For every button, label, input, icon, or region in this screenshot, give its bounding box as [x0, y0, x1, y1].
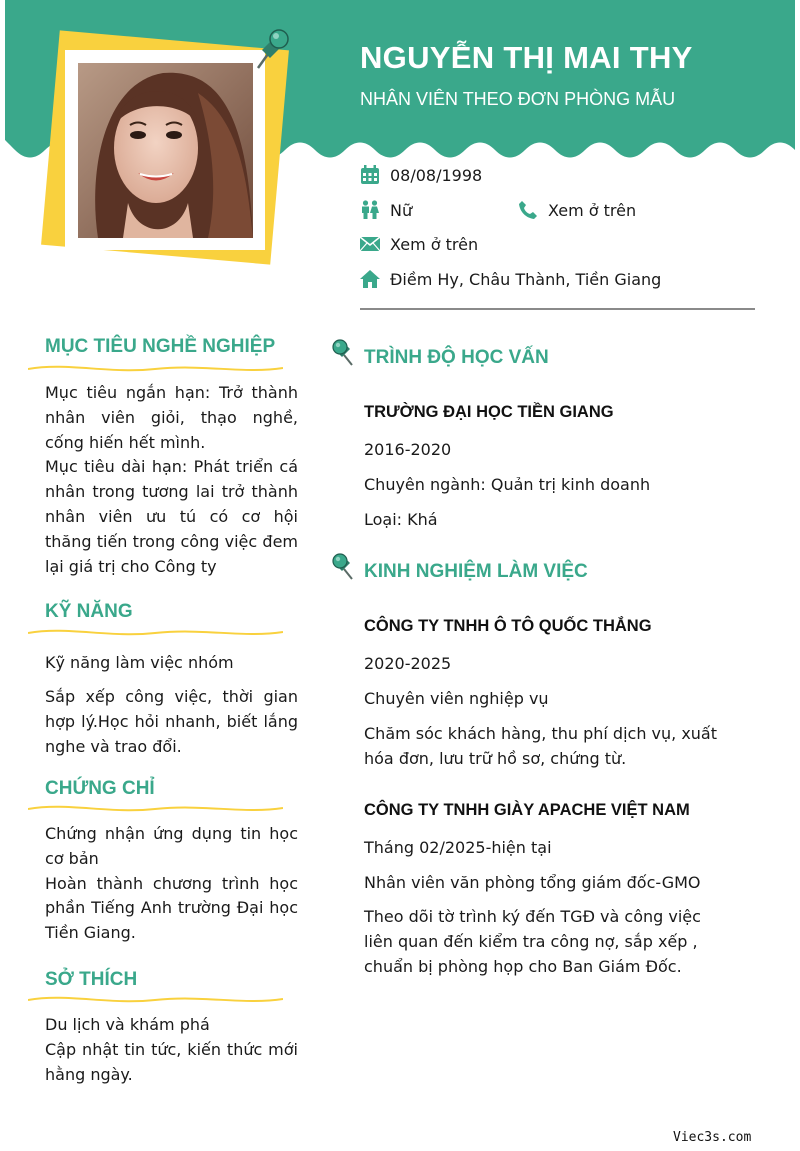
pushpin-icon — [328, 337, 356, 367]
calendar-icon — [360, 165, 380, 185]
objective-short-term: Mục tiêu ngắn hạn: Trở thành nhân viên giỏi, thạo nghề, cống hiến hết mình. — [45, 383, 298, 452]
education-years: 2016-2020 — [364, 440, 452, 459]
objective-long-term: Mục tiêu dài hạn: Phát triển cá nhân trong tương lai trở thành nhân viên ưu tú có cơ hội thăng tiến trong công việc đem lại giá trị cho Công ty — [45, 457, 298, 576]
objective-heading: MỤC TIÊU NGHỀ NGHIỆP — [45, 336, 276, 357]
home-icon — [360, 269, 380, 289]
certificate-item-1: Chứng nhận ứng dụng tin học cơ bản — [45, 824, 298, 868]
hobbies-underline — [28, 994, 283, 1006]
education-grade: Loại: Khá — [364, 510, 438, 529]
job-1-description: Chăm sóc khách hàng, thu phí dịch vụ, xuất hóa đơn, lưu trữ hồ sơ, chứng từ. — [364, 724, 718, 768]
skills-item-1: Kỹ năng làm việc nhóm — [45, 653, 234, 672]
education-major: Chuyên ngành: Quản trị kinh doanh — [364, 475, 651, 494]
job-2-position: Nhân viên văn phòng tổng giám đốc-GMO — [364, 873, 701, 892]
job-1-position: Chuyên viên nghiệp vụ — [364, 689, 549, 708]
job-2-company: CÔNG TY TNHH GIÀY APACHE VIỆT NAM — [364, 801, 690, 819]
birthday-text: 08/08/1998 — [390, 165, 483, 185]
skills-item-2: Sắp xếp công việc, thời gian hợp lý.Học hỏi nhanh, biết lắng nghe và trao đổi. — [45, 687, 298, 756]
envelope-icon — [360, 234, 380, 254]
email-row — [360, 234, 478, 254]
phone-icon — [518, 200, 538, 220]
gender-icon — [360, 200, 380, 220]
hobbies-text — [45, 1013, 298, 1087]
job-2-description: Theo dõi tờ trình ký đến TGĐ và công việc liên quan đến kiểm tra công nợ, sắp xếp , chuẩn bị phòng họp cho Ban Giám Đốc. — [364, 907, 701, 976]
skills-heading: KỸ NĂNG — [45, 601, 133, 622]
gender-row — [360, 200, 412, 220]
certificates-text — [45, 822, 298, 946]
skills-underline — [28, 627, 283, 639]
job-2-period: Tháng 02/2025-hiện tại — [364, 838, 552, 857]
hobby-item-2: Cập nhật tin tức, kiến thức mới hằng ngày. — [45, 1039, 298, 1084]
footer-watermark: Viec3s.com — [673, 1130, 752, 1145]
hobbies-heading: SỞ THÍCH — [45, 969, 138, 990]
profile-photo — [78, 63, 253, 238]
job-1-period: 2020-2025 — [364, 654, 452, 673]
contact-divider — [360, 308, 755, 310]
certificate-item-2: Hoàn thành chương trình học phần Tiếng Anh trường Đại học Tiền Giang. — [45, 873, 298, 943]
address-row — [360, 269, 661, 289]
education-heading: TRÌNH ĐỘ HỌC VẤN — [364, 347, 549, 368]
birthday-row — [360, 165, 482, 185]
experience-heading: KINH NGHIỆM LÀM VIỆC — [364, 561, 588, 582]
certificates-underline — [28, 803, 283, 815]
phone-text: Xem ở trên — [548, 200, 637, 220]
gender-text: Nữ — [390, 200, 413, 220]
job-1-company: CÔNG TY TNHH Ô TÔ QUỐC THẮNG — [364, 617, 652, 635]
candidate-name: NGUYỄN THỊ MAI THY — [360, 40, 693, 75]
phone-row — [518, 200, 636, 220]
objective-underline — [28, 363, 283, 375]
hobby-item-1: Du lịch và khám phá — [45, 1015, 210, 1034]
email-text: Xem ở trên — [390, 234, 479, 254]
education-school: TRƯỜNG ĐẠI HỌC TIỀN GIANG — [364, 403, 614, 421]
address-text: Điềm Hy, Châu Thành, Tiền Giang — [390, 269, 662, 289]
candidate-role: NHÂN VIÊN THEO ĐƠN PHÒNG MẪU — [360, 89, 676, 109]
pushpin-icon — [248, 24, 292, 72]
certificates-heading: CHỨNG CHỈ — [45, 778, 155, 799]
objective-text — [45, 381, 298, 579]
pushpin-icon — [328, 551, 356, 581]
